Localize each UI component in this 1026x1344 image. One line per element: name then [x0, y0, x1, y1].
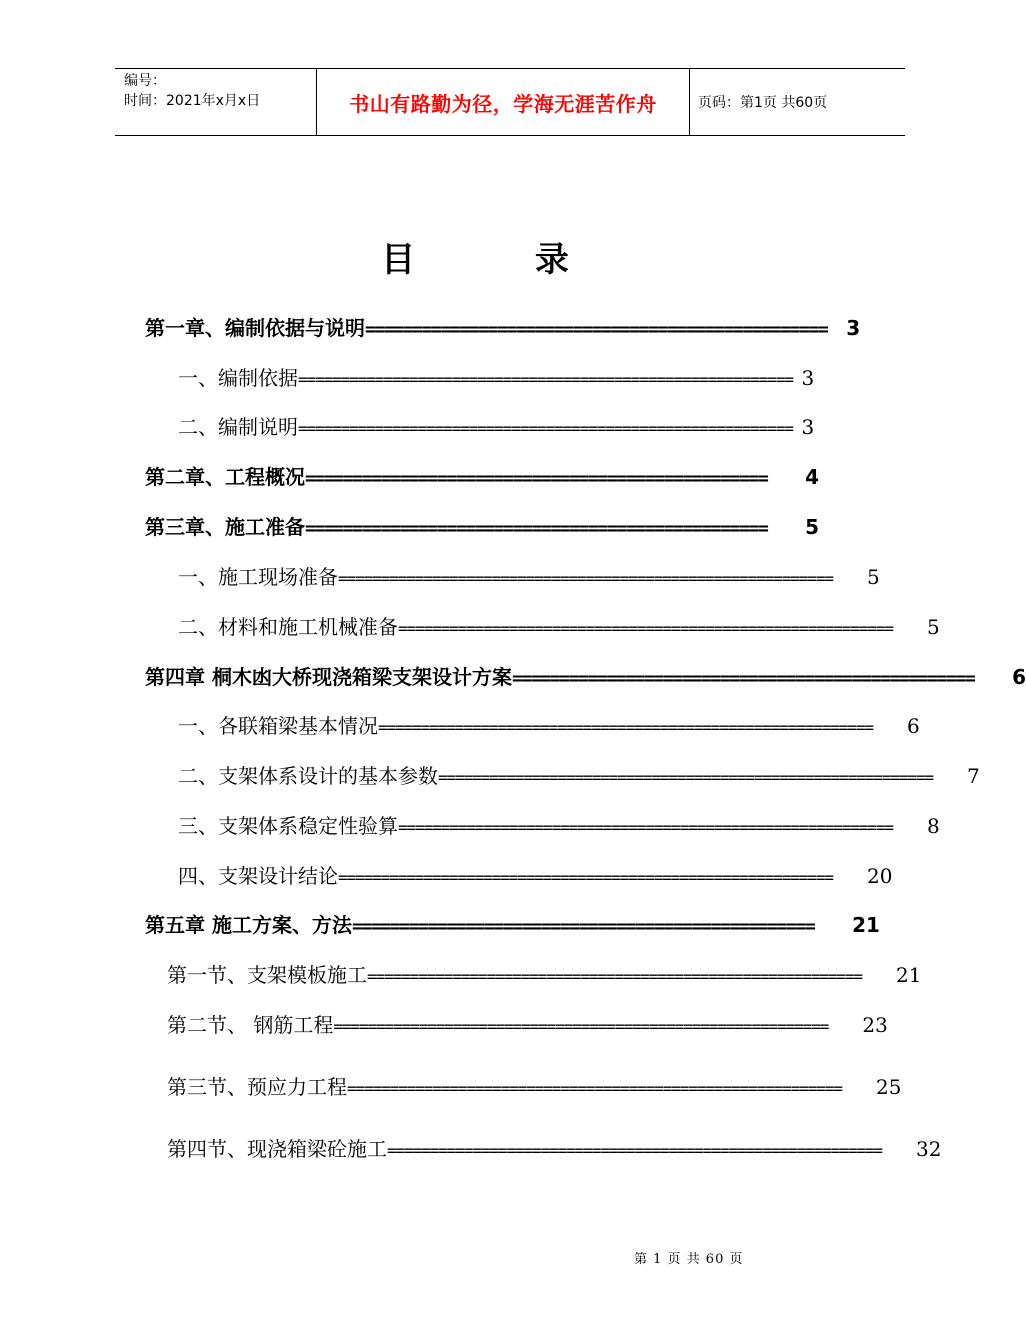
toc-entry-page: 21: [852, 913, 880, 937]
toc-entry-page: 6: [1012, 665, 1026, 689]
toc-entry[interactable]: [167, 1071, 902, 1100]
toc-entry-label: 三、支架体系稳定性验算: [178, 814, 398, 838]
header-page-info: 页码：第1页 共60页: [698, 95, 828, 111]
toc-leader: ==========================================================: [338, 569, 868, 588]
toc-entry[interactable]: [145, 511, 820, 540]
toc-entry[interactable]: [178, 810, 940, 839]
toc-entry-page: 6: [907, 714, 920, 738]
toc-entry-page: 21: [896, 963, 922, 987]
toc-entry[interactable]: [178, 860, 893, 889]
toc-entry-label: 第二章、工程概况: [145, 465, 305, 489]
toc-entry-page: 7: [967, 764, 980, 788]
toc-entry-page: 5: [805, 515, 820, 539]
toc-entry[interactable]: [167, 959, 922, 988]
toc-entry[interactable]: [178, 362, 815, 391]
header-meta: [115, 69, 316, 135]
toc-leader: ==========================================================: [438, 768, 968, 787]
toc-entry-label: 第三章、施工准备: [145, 515, 305, 539]
toc-leader: ==========================================================: [347, 1079, 877, 1098]
toc-entry[interactable]: [178, 760, 980, 789]
page-footer: 第 1 页 共 60 页: [634, 1252, 744, 1267]
toc-entry-label: 二、支架体系设计的基本参数: [178, 764, 438, 788]
toc-entry[interactable]: [178, 611, 940, 640]
toc-entry-label: 第一节、支架模板施工: [167, 963, 367, 987]
toc-leader: ==========================================================: [367, 967, 897, 986]
toc-entry-label: 二、编制说明: [178, 415, 298, 439]
toc-entry-page: 3: [801, 415, 815, 439]
toc-leader: ==========================================================: [387, 1141, 917, 1160]
toc-entry[interactable]: [145, 661, 1026, 690]
toc-entry-page: 8: [927, 814, 940, 838]
toc-entry-label: 一、各联箱梁基本情况: [178, 714, 378, 738]
page-header: [115, 68, 905, 136]
toc-entry-page: 20: [867, 864, 893, 888]
header-code: 编号：: [124, 73, 166, 89]
toc-entry-label: 二、材料和施工机械准备: [178, 615, 398, 639]
toc-entry[interactable]: [145, 312, 861, 341]
toc-entry-label: 一、施工现场准备: [178, 565, 338, 589]
toc-title: 目 录: [381, 240, 623, 280]
toc-entry[interactable]: [145, 909, 880, 938]
toc-leader: ==========================================================: [378, 718, 908, 737]
toc-entry-page: 5: [927, 615, 940, 639]
toc-leader: =================================================: [305, 468, 806, 489]
toc-leader: =================================================: [511, 668, 1013, 689]
toc-entry[interactable]: [178, 710, 920, 739]
toc-entry-page: 5: [867, 565, 880, 589]
toc-leader: =================================================: [305, 518, 806, 539]
toc-entry[interactable]: [145, 461, 820, 490]
header-time: 时间：2021年x月x日: [124, 93, 261, 109]
toc-entry-page: 3: [846, 316, 861, 340]
header-motto: 书山有路勤为径，学海无涯苦作舟: [316, 69, 690, 135]
toc-entry[interactable]: [178, 411, 815, 440]
toc-entry-label: 第五章 施工方案、方法: [145, 913, 352, 937]
toc-entry-page: 4: [805, 465, 820, 489]
toc-leader: =================================================: [365, 319, 847, 340]
toc-entry-label: 四、支架设计结论: [178, 864, 338, 888]
toc-leader: ==========================================================: [298, 370, 802, 389]
toc-leader: ==========================================================: [398, 818, 928, 837]
toc-leader: ==========================================================: [298, 419, 802, 438]
toc-entry-label: 第三节、预应力工程: [167, 1075, 347, 1099]
toc-entry-page: 3: [801, 366, 815, 390]
toc-leader: ==========================================================: [398, 619, 928, 638]
toc-leader: =================================================: [351, 916, 853, 937]
toc-entry-label: 第一章、编制依据与说明: [145, 316, 365, 340]
toc-entry[interactable]: [178, 561, 880, 590]
toc-leader: ==========================================================: [338, 868, 868, 887]
toc-entry[interactable]: [167, 1133, 942, 1162]
toc-entry-page: 32: [916, 1137, 942, 1161]
toc-entry-label: 第二节、 钢筋工程: [167, 1013, 334, 1037]
toc-entry-label: 一、编制依据: [178, 366, 298, 390]
toc-entry-label: 第四章 桐木凼大桥现浇箱梁支架设计方案: [145, 665, 512, 689]
toc-leader: ==========================================================: [333, 1017, 863, 1036]
toc-entry-page: 23: [862, 1013, 888, 1037]
toc-entry-label: 第四节、现浇箱梁砼施工: [167, 1137, 387, 1161]
toc-entry-page: 25: [876, 1075, 902, 1099]
toc-entry[interactable]: [167, 1009, 888, 1038]
